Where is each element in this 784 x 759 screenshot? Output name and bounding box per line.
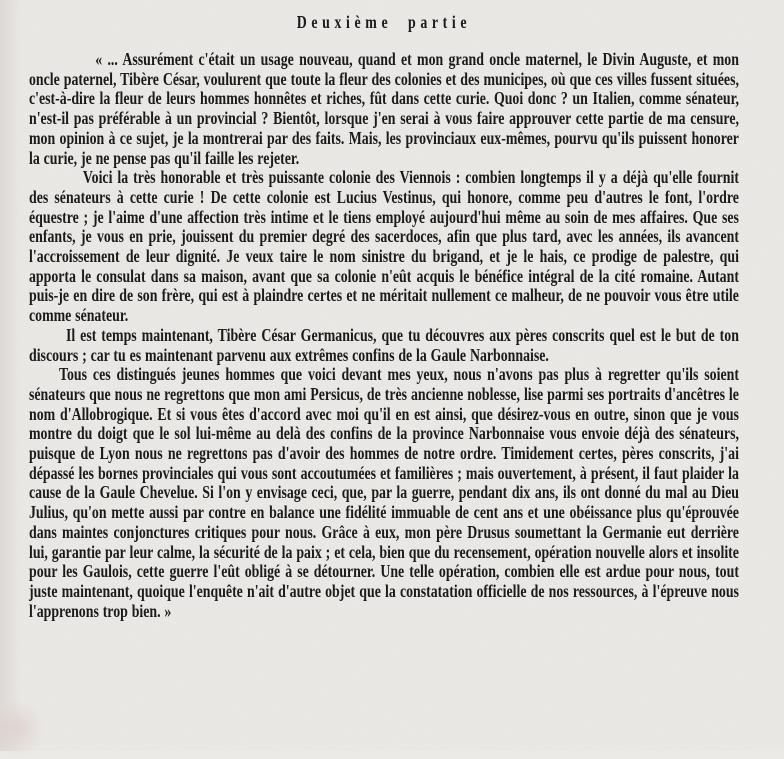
paragraph-2: Voici la très honorable et très puissante colonie des Viennois : combien longtemps il y a déjà qu'elle fournit des sénateurs à cette curie ! De cette colonie est Lucius Vestinus, qui honore, comme peu d'autres le font, l'ordre équestre ; je l'aime d'une affection très intime et le tiens employé aujourd'hui même au soin de mes affaires. Que ses enfants, je vous en prie, jouissent du premier degré des sacerdoces, afin que plus tard, avec les années, ils avancent l'accroissement de leur dignité. Je veux taire le nom sinistre du brigand, et je le hais, ce prodige de palestre, qui apporta le consulat dans sa maison, avant que sa colonie n'eût acquis le bénéfice intégral de la cité romaine. Autant puis-je en dire de son frère, qui est à plaindre certes et ne méritait nullement ce malheur, de ne pouvoir vous être utile comme sénateur. (29, 167, 739, 326)
page-title: Deuxième partie (296, 12, 472, 32)
paragraph-1: « ... Assurément c'était un usage nouveau, quand et mon grand oncle maternel, le Divin Auguste, et mon oncle paternel, Tibère César, voulurent que toute la fleur des colonies et des municipes, où que ces villes fussent situées, c'est-à-dire la fleur de leurs hommes honnêtes et riches, fût dans cette curie. Quoi donc ? un Italien, comme sénateur, n'est-il pas préférable à un provincial ? Bientôt, lorsque j'en serai à vous faire approuver cette partie de ma censure, mon opinion à ce sujet, je la montrerai par des faits. Mais, les provinciaux eux-mêmes, pourvu qu'ils puissent honorer la curie, je ne pense pas qu'il faille les rejeter. (29, 49, 739, 168)
paragraph-4: Tous ces distingués jeunes hommes que voici devant mes yeux, nous n'avons pas plus à regretter qu'ils soient sénateurs que nous ne regrettons que mon ami Persicus, de très ancienne noblesse, lise parmi ses portraits d'ancêtres le nom d'Allobrogique. Et si vous êtes d'accord avec moi qu'il en est ainsi, que désirez-vous en outre, sinon que je vous montre du doigt que le sol lui-même au delà des confins de la province Narbonnaise vous envoie déjà des sénateurs, puisque de Lyon nous ne regrettons pas d'avoir des hommes de notre ordre. Timidement certes, pères conscrits, j'ai dépassé les bornes provinciales qui vous sont accoutumées et familières ; mais ouvertement, à présent, il faut plaider la cause de la Gaule Chevelue. Si l'on y envisage ceci, que, par la guerre, pendant dix ans, ils ont donné du mal au Dieu Julius, qu'on mette aussi par contre en balance une fidélité immuable de cent ans et une obéissance plus qu'éprouvée dans maintes conjonctures critiques pour nous. Grâce à eux, mon père Drusus soumettant la Germanie eut derrière lui, garantie par leur calme, la sécurité de la paix ; et cela, bien que du recensement, opération nouvelle alors et insolite pour les Gaulois, cette guerre l'eût obligé à se détourner. Une telle opération, combien elle est ardue pour nous, tout juste maintenant, quoique l'enquête n'ait d'autre objet que la constatation officielle de nos ressources, à l'épreuve nous l'apprenons trop bien. » (29, 364, 739, 621)
scan-stain (0, 699, 44, 759)
document-body (29, 0, 739, 621)
paragraph-3: Il est temps maintenant, Tibère César Germanicus, que tu découvres aux pères conscrits quel est le but de ton discours ; car tu es maintenant parvenu aux extrêmes confins de la Gaule Narbonnaise. (29, 324, 739, 365)
